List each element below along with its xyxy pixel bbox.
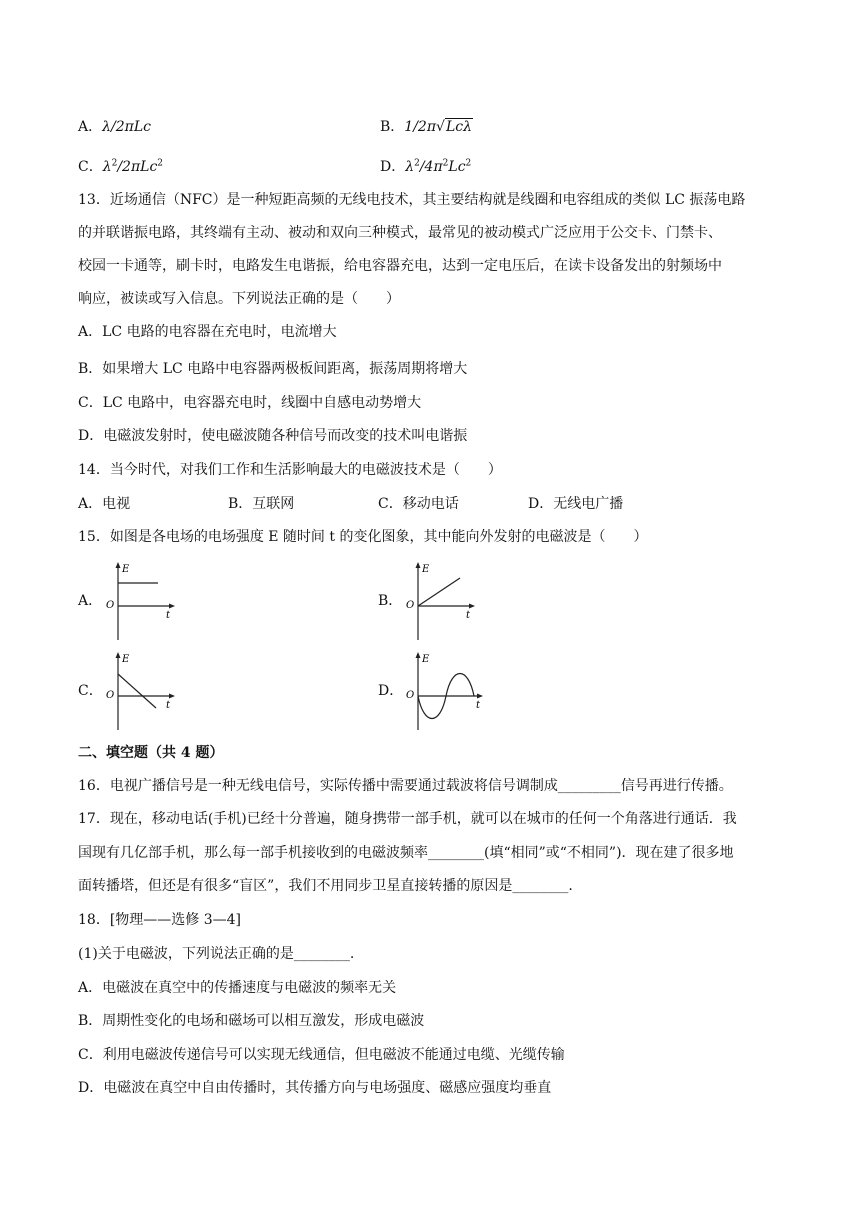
q15-label-a: A．	[78, 593, 103, 609]
q15-label-d: D．	[378, 683, 404, 699]
q17-line: 国现有几亿部手机，那么每一部手机接收到的电磁波频率________(填“相同”或“不相同”)．现在建了很多地	[78, 845, 734, 861]
q13-option-d: D．电磁波发射时，使电磁波随各种信号而改变的技术叫电谐振	[78, 428, 468, 444]
axis-label-e: E	[122, 654, 130, 665]
q14-stem: 14．当今时代，对我们工作和生活影响最大的电磁波技术是（ ）	[78, 462, 502, 478]
y-axis-arrow	[416, 562, 421, 568]
q13-stem-line: 的并联谐振电路，其终端有主动、被动和双向三种模式，最常见的被动模式广泛应用于公交卡、门禁卡、	[78, 225, 722, 241]
q15-label-c: C．	[78, 683, 103, 699]
q18-option-d: D．电磁波在真空中自由传播时，其传播方向与电场强度、磁感应强度均垂直	[78, 1080, 552, 1096]
q13-option-c: C．LC 电路中，电容器充电时，线圈中自感电动势增大	[78, 395, 422, 411]
x-axis-arrow	[469, 604, 475, 609]
q14-option-c: C．移动电话	[378, 496, 459, 512]
q12-option-d: D．$\lambda^2/4\pi^2Lc^2$	[380, 158, 472, 175]
x-axis-arrow	[169, 694, 175, 699]
q12-option-c: C．$\lambda^2/2\pi Lc^2$	[78, 158, 164, 175]
axis-label-t: t	[166, 700, 171, 711]
q15-graph-c	[100, 650, 180, 732]
x-axis-arrow	[169, 604, 175, 609]
origin-label: O	[106, 600, 115, 611]
q15-graph-b	[400, 560, 480, 642]
q13-option-a: A．LC 电路的电容器在充电时，电流增大	[78, 324, 337, 340]
q13-stem-line: 校园一卡通等，刷卡时，电路发生电谐振，给电容器充电，达到一定电压后，在读卡设备发出的射频场中	[78, 258, 722, 274]
axis-label-t: t	[466, 610, 471, 621]
q14-option-b: B．互联网	[228, 496, 295, 512]
origin-label: O	[406, 690, 415, 701]
y-axis-arrow	[116, 562, 121, 568]
q17-line: 17．现在，移动电话(手机)已经十分普遍，随身携带一部手机，就可以在城市的任何一个角落进行通话．我	[78, 811, 737, 827]
q15-graph-a	[100, 560, 180, 642]
x-axis-arrow	[477, 694, 483, 699]
axis-label-t: t	[166, 610, 171, 621]
q12-option-b: B．1/2π√Lcλ	[380, 119, 472, 135]
axis-label-e: E	[122, 564, 130, 575]
field-line-increasing	[418, 578, 460, 606]
q16-text: 16．电视广播信号是一种无线电信号，实际传播中需要通过载波将信号调制成_________信号再进行传播。	[78, 778, 733, 794]
q18-title: 18．[物理——选修 3—4]	[78, 912, 242, 928]
q18-option-b: B．周期性变化的电场和磁场可以相互激发，形成电磁波	[78, 1013, 425, 1029]
y-axis-arrow	[116, 652, 121, 658]
q15-graph-d	[400, 650, 490, 732]
q17-line: 面转播塔，但还是有很多“盲区”，我们不用同步卫星直接转播的原因是________.	[78, 878, 573, 894]
axis-label-e: E	[422, 564, 430, 575]
q13-option-b: B．如果增大 LC 电路中电容器两极板间距离，振荡周期将增大	[78, 361, 468, 377]
q12-option-a: A．λ/2πLc	[78, 119, 151, 135]
q14-option-a: A．电视	[78, 496, 131, 512]
q18-option-c: C．利用电磁波传递信号可以实现无线通信，但电磁波不能通过电缆、光缆传输	[78, 1047, 565, 1063]
q13-stem-line: 响应，被读或写入信息。下列说法正确的是（ ）	[78, 291, 400, 307]
q18-option-a: A．电磁波在真空中的传播速度与电磁波的频率无关	[78, 980, 397, 996]
y-axis-arrow	[416, 652, 421, 658]
axis-label-t: t	[476, 700, 481, 711]
origin-label: O	[106, 690, 115, 701]
q14-option-d: D．无线电广播	[528, 496, 624, 512]
q13-stem-line: 13．近场通信（NFC）是一种短距高频的无线电技术，其主要结构就是线圈和电容组成的类似 LC 振荡电路	[78, 192, 746, 208]
q18-sub: (1)关于电磁波，下列说法正确的是________.	[78, 946, 355, 962]
field-line-decreasing	[118, 674, 156, 708]
origin-label: O	[406, 600, 415, 611]
q15-stem: 15．如图是各电场的电场强度 E 随时间 t 的变化图象，其中能向外发射的电磁波是（ ）	[78, 529, 648, 545]
q15-label-b: B．	[378, 593, 403, 609]
section-title: 二、填空题（共 4 题）	[78, 745, 224, 761]
axis-label-e: E	[422, 654, 430, 665]
